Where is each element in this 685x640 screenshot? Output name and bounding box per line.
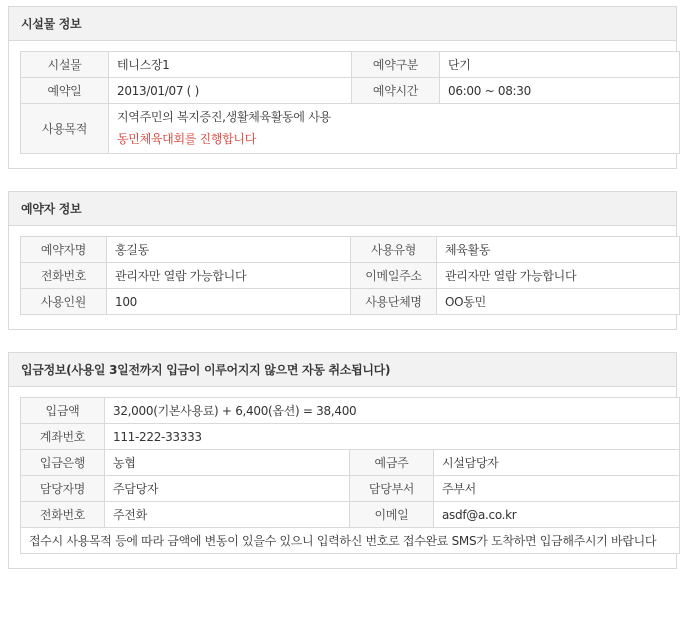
- manager-name-value: 주담당자: [105, 476, 350, 502]
- payment-info-title: 입금정보(사용일 3일전까지 입금이 이루어지지 않으면 자동 취소됩니다): [9, 353, 676, 387]
- usage-type-label: 사용유형: [351, 237, 437, 263]
- applicant-phone-label: 전화번호: [21, 263, 107, 289]
- purpose-line-highlight: 동민체육대회를 진행합니다: [117, 131, 257, 146]
- payment-warning-text: 접수시 사용목적 등에 따라 금액에 변동이 있을수 있으니 입력하신 번호로 접수완료 SMS가 도착하면 입금해주시기 바랍니다: [21, 528, 680, 554]
- table-row: [21, 502, 680, 528]
- reservation-time-value: 06:00 ~ 08:30: [440, 78, 680, 104]
- account-number-label: 계좌번호: [21, 424, 105, 450]
- applicant-email-value: 관리자만 열람 가능합니다: [437, 263, 680, 289]
- manager-email-label: 이메일: [350, 502, 434, 528]
- reservation-date-value: 2013/01/07 ( ): [109, 78, 352, 104]
- reservation-date-label: 예약일: [21, 78, 109, 104]
- payment-info-panel: [8, 352, 677, 569]
- group-name-value: OO동민: [437, 289, 680, 315]
- purpose-line-primary: 지역주민의 복지증진,생활체육활동에 사용: [117, 110, 331, 124]
- account-holder-value: 시설담당자: [434, 450, 680, 476]
- purpose-value: [109, 104, 680, 154]
- reservation-type-value: 단기: [440, 52, 680, 78]
- reservation-type-label: 예약구분: [352, 52, 440, 78]
- applicant-info-panel: [8, 191, 677, 330]
- applicant-name-label: 예약자명: [21, 237, 107, 263]
- applicant-phone-value: 관리자만 열람 가능합니다: [107, 263, 351, 289]
- payment-info-body: [9, 387, 676, 568]
- manager-dept-label: 담당부서: [350, 476, 434, 502]
- table-row: [21, 528, 680, 554]
- applicant-info-table: [20, 236, 680, 315]
- manager-email-value: asdf@a.co.kr: [434, 502, 680, 528]
- purpose-label: 사용목적: [21, 104, 109, 154]
- table-row: [21, 78, 680, 104]
- group-name-label: 사용단체명: [351, 289, 437, 315]
- applicant-email-label: 이메일주소: [351, 263, 437, 289]
- payment-info-table: [20, 397, 680, 554]
- deposit-amount-label: 입금액: [21, 398, 105, 424]
- table-row: [21, 237, 680, 263]
- usage-type-value: 체육활동: [437, 237, 680, 263]
- manager-phone-value: 주전화: [105, 502, 350, 528]
- facility-name-label: 시설물: [21, 52, 109, 78]
- headcount-label: 사용인원: [21, 289, 107, 315]
- table-row: [21, 424, 680, 450]
- reservation-time-label: 예약시간: [352, 78, 440, 104]
- applicant-info-title: 예약자 정보: [9, 192, 676, 226]
- manager-name-label: 담당자명: [21, 476, 105, 502]
- table-row: [21, 104, 680, 154]
- bank-value: 농협: [105, 450, 350, 476]
- facility-info-title: 시설물 정보: [9, 7, 676, 41]
- facility-name-value: 테니스장1: [109, 52, 352, 78]
- table-row: [21, 450, 680, 476]
- table-row: [21, 263, 680, 289]
- facility-info-body: [9, 41, 676, 168]
- table-row: [21, 52, 680, 78]
- account-number-value: 111-222-33333: [105, 424, 680, 450]
- table-row: [21, 289, 680, 315]
- applicant-name-value: 홍길동: [107, 237, 351, 263]
- facility-info-table: [20, 51, 680, 154]
- deposit-amount-value: 32,000(기본사용료) + 6,400(옵션) = 38,400: [105, 398, 680, 424]
- manager-phone-label: 전화번호: [21, 502, 105, 528]
- table-row: [21, 476, 680, 502]
- facility-info-panel: [8, 6, 677, 169]
- manager-dept-value: 주부서: [434, 476, 680, 502]
- account-holder-label: 예금주: [350, 450, 434, 476]
- applicant-info-body: [9, 226, 676, 329]
- bank-label: 입금은행: [21, 450, 105, 476]
- table-row: [21, 398, 680, 424]
- headcount-value: 100: [107, 289, 351, 315]
